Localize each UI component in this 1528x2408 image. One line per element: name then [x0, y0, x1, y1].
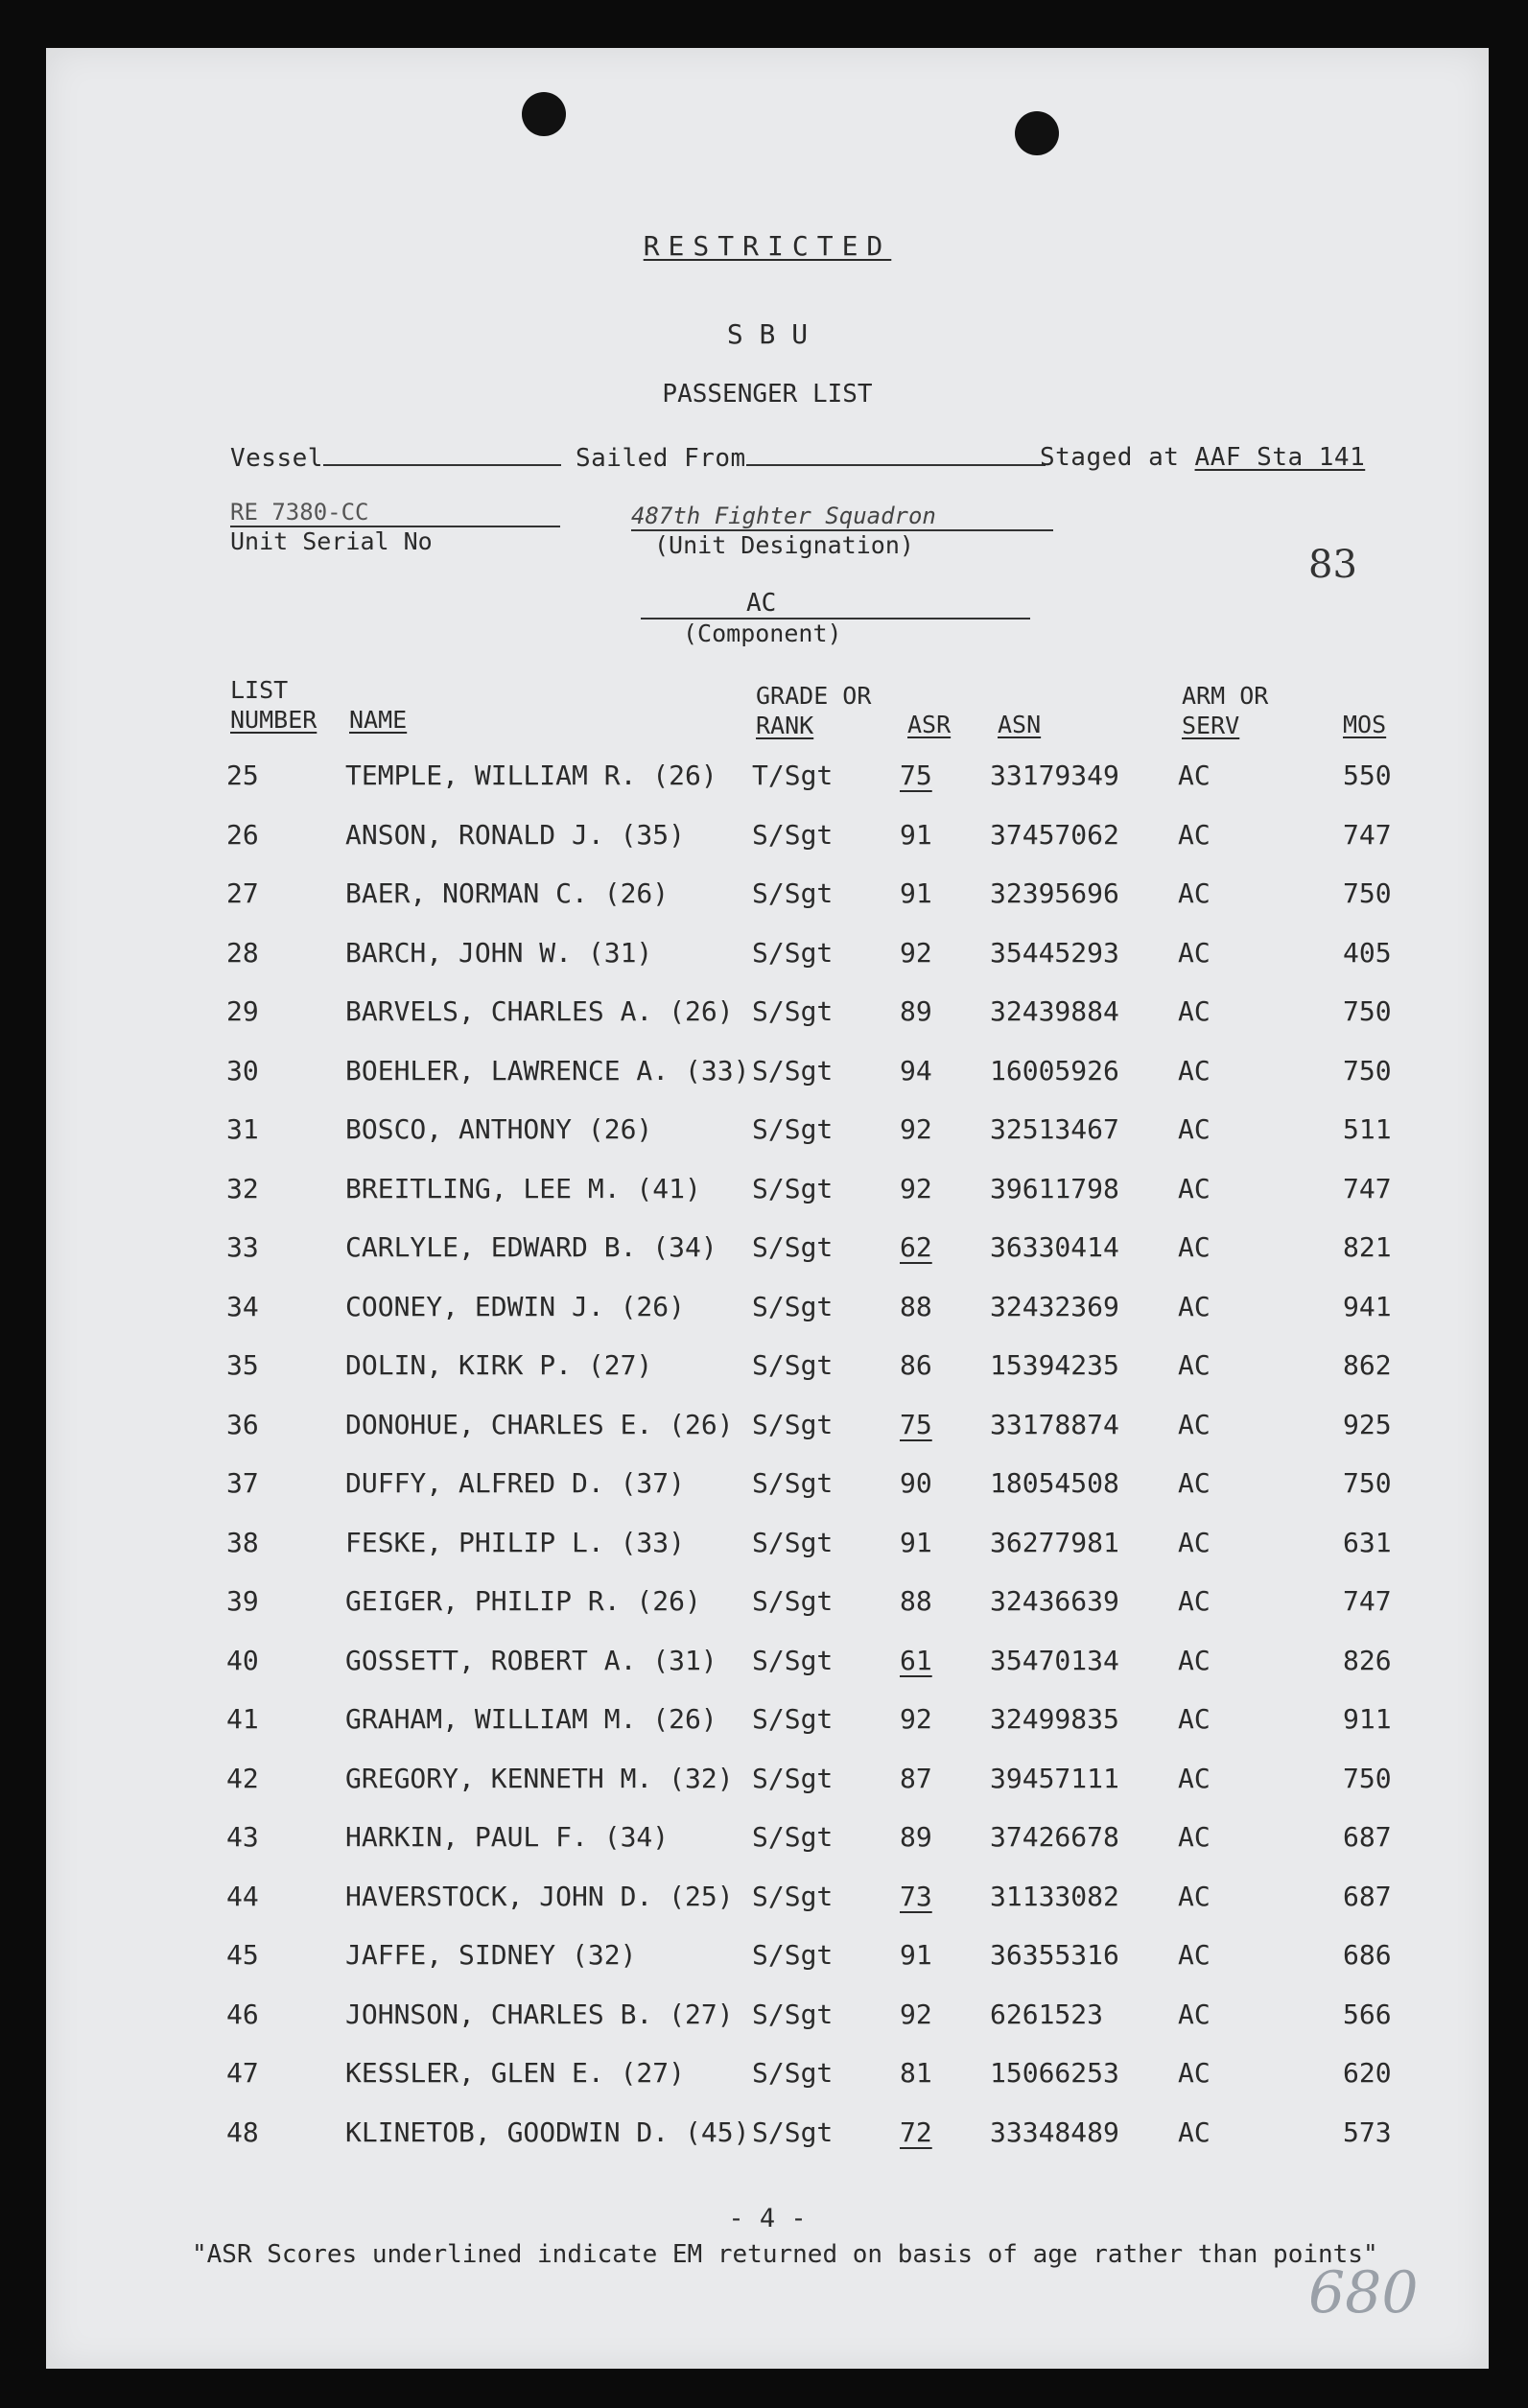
asn-cell: 16005926 [990, 1054, 1119, 1087]
asn-cell: 32395696 [990, 877, 1119, 909]
page-number: - 4 - [728, 2204, 807, 2233]
name-cell: BARCH, JOHN W. (31) [345, 936, 653, 969]
table-row [46, 877, 1489, 916]
grade-cell: S/Sgt [752, 1526, 834, 1558]
list-number-cell: 31 [226, 1113, 259, 1145]
mos-cell: 566 [1343, 1998, 1392, 2030]
col-list-number-line1: LIST [230, 676, 289, 704]
list-number-cell: 41 [226, 1703, 259, 1735]
asr-cell: 87 [900, 1762, 932, 1794]
asn-cell: 36355316 [990, 1939, 1119, 1971]
list-number-cell: 47 [226, 2057, 259, 2089]
list-number-cell: 42 [226, 1762, 259, 1794]
asr-cell: 81 [900, 2057, 932, 2089]
mos-cell: 826 [1343, 1644, 1392, 1676]
col-list-number-line2: NUMBER [230, 706, 317, 734]
col-arm-line1: ARM OR [1182, 682, 1269, 710]
grade-cell: S/Sgt [752, 1998, 834, 2030]
grade-cell: S/Sgt [752, 1762, 834, 1794]
mos-cell: 750 [1343, 1054, 1392, 1087]
asr-cell: 89 [900, 995, 932, 1027]
table-row [46, 1585, 1489, 1624]
table-row [46, 995, 1489, 1034]
list-number-cell: 30 [226, 1054, 259, 1087]
mos-cell: 750 [1343, 1762, 1392, 1794]
mos-cell: 747 [1343, 1585, 1392, 1617]
arm-cell: AC [1178, 1408, 1211, 1440]
col-name: NAME [349, 706, 408, 734]
punch-hole [522, 92, 566, 136]
arm-cell: AC [1178, 936, 1211, 969]
table-row [46, 1291, 1489, 1329]
table-row [46, 1881, 1489, 1919]
table-row [46, 1999, 1489, 2037]
document-page [46, 48, 1489, 2369]
arm-cell: AC [1178, 1703, 1211, 1735]
grade-cell: S/Sgt [752, 2116, 834, 2148]
vessel-label: Vessel [230, 444, 323, 473]
arm-cell: AC [1178, 2116, 1211, 2148]
grade-cell: S/Sgt [752, 1703, 834, 1735]
list-number-cell: 37 [226, 1467, 259, 1499]
asr-cell: 89 [900, 1821, 932, 1853]
table-row [46, 1113, 1489, 1152]
asn-cell: 15394235 [990, 1349, 1119, 1381]
asn-cell: 6261523 [990, 1998, 1104, 2030]
asr-cell: 92 [900, 1113, 932, 1145]
mos-cell: 573 [1343, 2116, 1392, 2148]
arm-cell: AC [1178, 1585, 1211, 1617]
arm-cell: AC [1178, 877, 1211, 909]
grade-cell: S/Sgt [752, 1113, 834, 1145]
grade-cell: T/Sgt [752, 760, 834, 791]
asr-cell: 92 [900, 1998, 932, 2030]
name-cell: BOSCO, ANTHONY (26) [345, 1113, 653, 1145]
vessel-field [230, 441, 561, 473]
sailed-from-field [576, 441, 1046, 473]
asr-cell: 92 [900, 1172, 932, 1204]
component-value: AC [641, 589, 1030, 620]
asr-cell: 90 [900, 1467, 932, 1499]
name-cell: GOSSETT, ROBERT A. (31) [345, 1644, 717, 1676]
list-number-cell: 32 [226, 1172, 259, 1204]
asn-cell: 39457111 [990, 1762, 1119, 1794]
grade-cell: S/Sgt [752, 1349, 834, 1381]
name-cell: GREGORY, KENNETH M. (32) [345, 1762, 734, 1794]
list-number-cell: 27 [226, 877, 259, 909]
grade-cell: S/Sgt [752, 2057, 834, 2089]
list-number-cell: 48 [226, 2116, 259, 2148]
mos-cell: 550 [1343, 760, 1392, 791]
arm-cell: AC [1178, 1762, 1211, 1794]
grade-cell: S/Sgt [752, 936, 834, 969]
table-row [46, 1409, 1489, 1447]
sailed-from-blank [746, 441, 1046, 466]
asn-cell: 31133082 [990, 1880, 1119, 1912]
grade-cell: S/Sgt [752, 1054, 834, 1087]
mos-cell: 821 [1343, 1231, 1392, 1263]
list-number-cell: 45 [226, 1939, 259, 1971]
asn-cell: 32513467 [990, 1113, 1119, 1145]
table-row [46, 1821, 1489, 1859]
arm-cell: AC [1178, 995, 1211, 1027]
unit-serial-label: Unit Serial No [230, 527, 433, 555]
name-cell: GRAHAM, WILLIAM M. (26) [345, 1703, 717, 1735]
staged-value: AAF Sta 141 [1194, 443, 1366, 472]
asr-cell: 73 [900, 1880, 932, 1912]
table-row [46, 760, 1489, 798]
name-cell: JAFFE, SIDNEY (32) [345, 1939, 637, 1971]
mos-cell: 750 [1343, 995, 1392, 1027]
arm-cell: AC [1178, 1172, 1211, 1204]
list-number-cell: 36 [226, 1408, 259, 1440]
asr-cell: 92 [900, 1703, 932, 1735]
name-cell: KLINETOB, GOODWIN D. (45) [345, 2116, 750, 2148]
unit-serial-value: RE 7380-CC [230, 499, 560, 527]
list-number-cell: 40 [226, 1644, 259, 1676]
asn-cell: 39611798 [990, 1172, 1119, 1204]
list-number-cell: 34 [226, 1290, 259, 1322]
asr-cell: 88 [900, 1585, 932, 1617]
name-cell: KESSLER, GLEN E. (27) [345, 2057, 686, 2089]
grade-cell: S/Sgt [752, 995, 834, 1027]
list-number-cell: 39 [226, 1585, 259, 1617]
punch-hole [1015, 111, 1059, 155]
name-cell: BAER, NORMAN C. (26) [345, 877, 670, 909]
asn-cell: 37426678 [990, 1821, 1119, 1853]
arm-cell: AC [1178, 1821, 1211, 1853]
table-row [46, 1173, 1489, 1211]
grade-cell: S/Sgt [752, 877, 834, 909]
mos-cell: 620 [1343, 2057, 1392, 2089]
name-cell: BREITLING, LEE M. (41) [345, 1172, 701, 1204]
asn-cell: 32499835 [990, 1703, 1119, 1735]
asn-cell: 33179349 [990, 760, 1119, 791]
list-number-cell: 29 [226, 995, 259, 1027]
table-row [46, 819, 1489, 857]
arm-cell: AC [1178, 1054, 1211, 1087]
col-asn: ASN [998, 711, 1042, 738]
mos-cell: 511 [1343, 1113, 1392, 1145]
mos-cell: 631 [1343, 1526, 1392, 1558]
list-number-cell: 35 [226, 1349, 259, 1381]
arm-cell: AC [1178, 1290, 1211, 1322]
arm-cell: AC [1178, 1939, 1211, 1971]
grade-cell: S/Sgt [752, 818, 834, 851]
name-cell: GEIGER, PHILIP R. (26) [345, 1585, 701, 1617]
name-cell: HAVERSTOCK, JOHN D. (25) [345, 1880, 734, 1912]
asn-cell: 37457062 [990, 818, 1119, 851]
grade-cell: S/Sgt [752, 1880, 834, 1912]
footer-note: "ASR Scores underlined indicate EM returned on basis of age rather than points" [192, 2240, 1378, 2269]
table-row [46, 1231, 1489, 1270]
name-cell: CARLYLE, EDWARD B. (34) [345, 1231, 717, 1263]
asn-cell: 32436639 [990, 1585, 1119, 1617]
name-cell: TEMPLE, WILLIAM R. (26) [345, 760, 717, 791]
asr-cell: 91 [900, 877, 932, 909]
mos-cell: 687 [1343, 1880, 1392, 1912]
asr-cell: 91 [900, 1526, 932, 1558]
asn-cell: 15066253 [990, 2057, 1119, 2089]
name-cell: FESKE, PHILIP L. (33) [345, 1526, 686, 1558]
asr-cell: 62 [900, 1231, 932, 1263]
table-row [46, 1645, 1489, 1683]
list-number-cell: 25 [226, 760, 259, 791]
table-row [46, 1527, 1489, 1565]
arm-cell: AC [1178, 2057, 1211, 2089]
mos-cell: 687 [1343, 1821, 1392, 1853]
arm-cell: AC [1178, 1998, 1211, 2030]
page-stamp: 83 [1308, 543, 1357, 587]
mos-cell: 941 [1343, 1290, 1392, 1322]
col-grade-line1: GRADE OR [756, 682, 872, 710]
grade-cell: S/Sgt [752, 1231, 834, 1263]
arm-cell: AC [1178, 1880, 1211, 1912]
asr-cell: 72 [900, 2116, 932, 2148]
arm-cell: AC [1178, 818, 1211, 851]
name-cell: DOLIN, KIRK P. (27) [345, 1349, 653, 1381]
asr-cell: 86 [900, 1349, 932, 1381]
name-cell: DUFFY, ALFRED D. (37) [345, 1467, 686, 1499]
mos-cell: 747 [1343, 818, 1392, 851]
asr-cell: 61 [900, 1644, 932, 1676]
col-arm-line2: SERV [1182, 712, 1240, 739]
arm-cell: AC [1178, 1644, 1211, 1676]
asr-cell: 91 [900, 818, 932, 851]
col-list-number [230, 675, 317, 735]
asn-cell: 36277981 [990, 1526, 1119, 1558]
arm-cell: AC [1178, 760, 1211, 791]
asr-cell: 75 [900, 1408, 932, 1440]
asn-cell: 33178874 [990, 1408, 1119, 1440]
grade-cell: S/Sgt [752, 1585, 834, 1617]
grade-cell: S/Sgt [752, 1290, 834, 1322]
mos-cell: 405 [1343, 936, 1392, 969]
asr-cell: 91 [900, 1939, 932, 1971]
asr-cell: 94 [900, 1054, 932, 1087]
name-cell: DONOHUE, CHARLES E. (26) [345, 1408, 734, 1440]
list-number-cell: 26 [226, 818, 259, 851]
col-mos: MOS [1343, 711, 1387, 738]
table-row [46, 1467, 1489, 1506]
asn-cell: 32432369 [990, 1290, 1119, 1322]
col-asr: ASR [907, 711, 952, 738]
list-number-cell: 44 [226, 1880, 259, 1912]
table-row [46, 2057, 1489, 2095]
col-grade-line2: RANK [756, 712, 814, 739]
sailed-from-label: Sailed From [576, 444, 746, 473]
name-cell: BOEHLER, LAWRENCE A. (33) [345, 1054, 750, 1087]
mos-cell: 911 [1343, 1703, 1392, 1735]
table-row [46, 937, 1489, 975]
grade-cell: S/Sgt [752, 1939, 834, 1971]
handwritten-number: 680 [1308, 2259, 1419, 2326]
org-heading: S B U [726, 318, 809, 350]
asr-cell: 88 [900, 1290, 932, 1322]
mos-cell: 686 [1343, 1939, 1392, 1971]
table-row [46, 1763, 1489, 1801]
asr-cell: 92 [900, 936, 932, 969]
staged-field [1040, 443, 1365, 472]
table-row [46, 2116, 1489, 2155]
asr-cell: 75 [900, 760, 932, 791]
grade-cell: S/Sgt [752, 1644, 834, 1676]
unit-designation-value: 487th Fighter Squadron [631, 503, 1053, 531]
grade-cell: S/Sgt [752, 1408, 834, 1440]
grade-cell: S/Sgt [752, 1172, 834, 1204]
table-row [46, 1939, 1489, 1977]
arm-cell: AC [1178, 1526, 1211, 1558]
asn-cell: 33348489 [990, 2116, 1119, 2148]
classification-heading: RESTRICTED [643, 230, 892, 262]
mos-cell: 925 [1343, 1408, 1392, 1440]
name-cell: ANSON, RONALD J. (35) [345, 818, 686, 851]
list-number-cell: 38 [226, 1526, 259, 1558]
staged-label: Staged at [1040, 443, 1180, 472]
mos-cell: 750 [1343, 877, 1392, 909]
name-cell: BARVELS, CHARLES A. (26) [345, 995, 734, 1027]
unit-designation-label: (Unit Designation) [654, 531, 914, 559]
list-number-cell: 33 [226, 1231, 259, 1263]
asn-cell: 35470134 [990, 1644, 1119, 1676]
grade-cell: S/Sgt [752, 1467, 834, 1499]
asn-cell: 18054508 [990, 1467, 1119, 1499]
col-grade [756, 681, 871, 740]
mos-cell: 862 [1343, 1349, 1392, 1381]
asn-cell: 32439884 [990, 995, 1119, 1027]
grade-cell: S/Sgt [752, 1821, 834, 1853]
table-row [46, 1703, 1489, 1742]
vessel-blank [323, 441, 561, 466]
arm-cell: AC [1178, 1467, 1211, 1499]
table-row [46, 1055, 1489, 1093]
asn-cell: 36330414 [990, 1231, 1119, 1263]
asn-cell: 35445293 [990, 936, 1119, 969]
arm-cell: AC [1178, 1231, 1211, 1263]
name-cell: COONEY, EDWIN J. (26) [345, 1290, 686, 1322]
arm-cell: AC [1178, 1349, 1211, 1381]
document-title: PASSENGER LIST [662, 380, 873, 409]
component-label: (Component) [683, 620, 842, 647]
name-cell: JOHNSON, CHARLES B. (27) [345, 1998, 734, 2030]
table-row [46, 1349, 1489, 1388]
list-number-cell: 43 [226, 1821, 259, 1853]
list-number-cell: 28 [226, 936, 259, 969]
list-number-cell: 46 [226, 1998, 259, 2030]
mos-cell: 750 [1343, 1467, 1392, 1499]
mos-cell: 747 [1343, 1172, 1392, 1204]
arm-cell: AC [1178, 1113, 1211, 1145]
name-cell: HARKIN, PAUL F. (34) [345, 1821, 670, 1853]
col-arm [1182, 681, 1268, 740]
